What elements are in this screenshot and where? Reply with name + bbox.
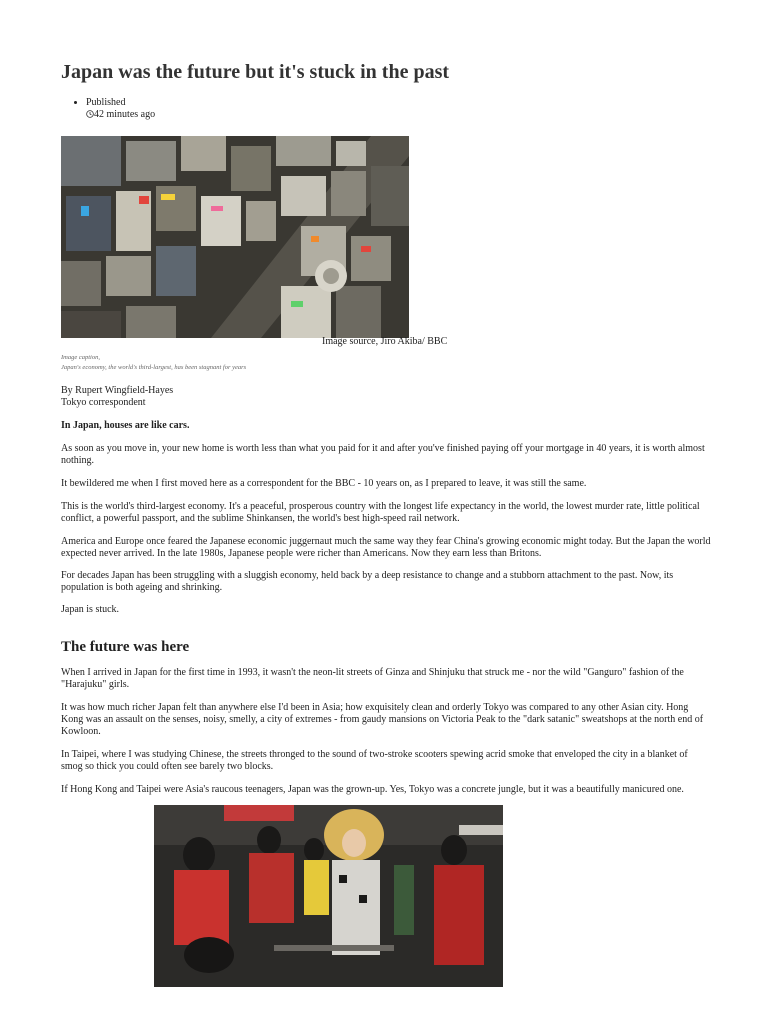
time-ago: 42 minutes ago: [94, 109, 156, 120]
paragraph: When I arrived in Japan for the first time in 1993, it wasn't the neon-lit streets of Ginza and Shinjuku that struck me - nor the wild "Ganguro" fashion of the "Harajuku" girls.: [61, 667, 684, 690]
byline-author: By Rupert Wingfield-Hayes: [61, 385, 174, 396]
meta-list: [62, 97, 362, 121]
lead-paragraph: In Japan, houses are like cars.: [61, 420, 190, 431]
clock-icon: [86, 110, 94, 118]
published-label: Published: [86, 97, 126, 108]
article-meta: [62, 97, 362, 121]
harajuku-group-image: [154, 805, 503, 987]
section-heading: The future was here: [61, 639, 190, 655]
paragraph: In Taipei, where I was studying Chinese, the streets thronged to the sound of two-stroke scooters spewing acrid smoke that enveloped the city in a blanket of smog so thick you could often see barely two blocks.: [61, 749, 688, 772]
paragraph: Japan is stuck.: [61, 604, 120, 615]
tokyo-aerial-image: [61, 136, 409, 338]
caption-text: Japan's economy, the world's third-largest, has been stagnant for years: [61, 364, 247, 371]
caption-label: Image caption,: [61, 354, 100, 361]
paragraph: America and Europe once feared the Japanese economic juggernaut much the same way they fear China's growing economic might today. But the Japan the world expected never arrived. In the late 1980s, Japanese people were richer than Americans. Now they earn less than Britons.: [61, 536, 711, 559]
fashion-image: [154, 805, 503, 987]
article-title: Japan was the future but it's stuck in the past: [61, 61, 450, 83]
paragraph: As soon as you move in, your new home is worth less than what you paid for it and after you've finished paying off your mortgage in 40 years, it is worth almost nothing.: [61, 443, 705, 466]
image-caption: [61, 353, 481, 373]
image-source: Image source, Jiro Akiba/ BBC: [322, 336, 448, 347]
hero-image: [61, 136, 409, 338]
paragraph: It bewildered me when I first moved here as a correspondent for the BBC - 10 years on, as I prepared to leave, it was still the same.: [61, 478, 587, 489]
paragraph: If Hong Kong and Taipei were Asia's raucous teenagers, Japan was the grown-up. Yes, Tokyo was a concrete jungle, but it was a beautifully manicured one.: [61, 784, 684, 795]
paragraph: It was how much richer Japan felt than anywhere else I'd been in Asia; how exquisitely clean and orderly Tokyo was compared to any other Asian city. Hong Kong was an assault on the senses, noisy, smelly, a city of extremes - from gaudy mansions on Victoria Peak to the "dark satanic" sweatshops at the north end of Kowloon.: [61, 702, 704, 737]
paragraph: This is the world's third-largest economy. It's a peaceful, prosperous country with the longest life expectancy in the world, the lowest murder rate, little political conflict, a powerful passport, and the sublime Shinkansen, the world's best high-speed rail network.: [61, 501, 700, 524]
published-item: [86, 97, 362, 121]
paragraph: For decades Japan has been struggling with a sluggish economy, held back by a deep resistance to change and a stubborn attachment to the past. Now, its population is both ageing and shrinking.: [61, 570, 674, 593]
byline-role: Tokyo correspondent: [61, 397, 146, 408]
byline: [61, 385, 461, 409]
